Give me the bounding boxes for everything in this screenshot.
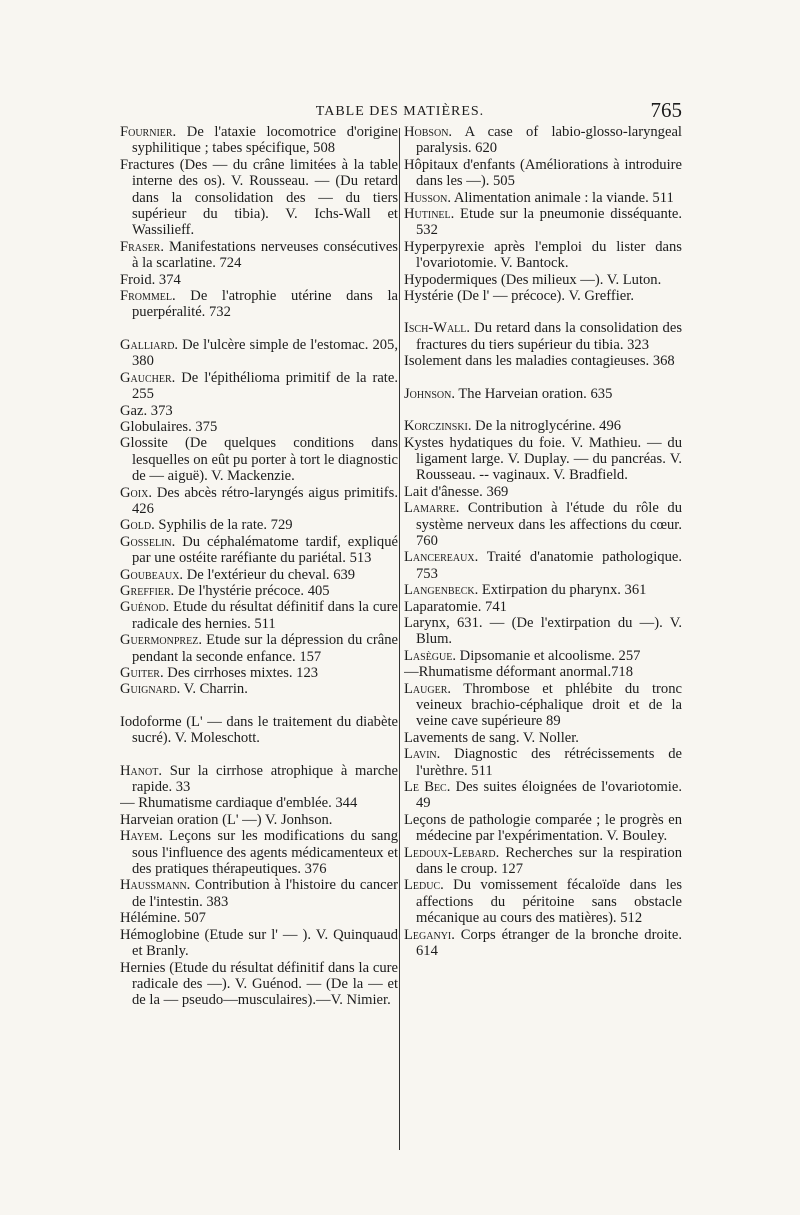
index-entry <box>404 190 682 206</box>
index-entry <box>120 927 398 960</box>
entry-text: A case of labio-glosso-laryngeal paralysis. 620 <box>416 124 682 157</box>
entry-text: Froid. 374 <box>120 271 181 288</box>
index-entry <box>120 485 398 518</box>
entry-text: Hystérie (De l' — précoce). V. Greffier. <box>404 288 634 305</box>
index-entry <box>404 239 682 272</box>
entry-author: Fournier. <box>120 124 177 140</box>
index-entry <box>404 779 682 812</box>
index-entry <box>120 239 398 272</box>
index-entry <box>120 534 398 567</box>
entry-text: Etude du résultat définitif dans la cure radicale des hernies. 511 <box>132 599 398 632</box>
index-entry <box>120 370 398 403</box>
entry-author: Lamarre. <box>404 500 460 517</box>
entry-author: Leganyi. <box>404 926 455 943</box>
entry-text: Du céphalématome tardif, expliqué par une ostéite raréfiante du pariétal. 513 <box>132 533 398 567</box>
entry-text: Recherches sur la respiration dans le croup. 127 <box>416 844 682 878</box>
index-entry <box>404 353 682 369</box>
index-entry <box>404 615 682 648</box>
index-entry <box>120 632 398 665</box>
entry-text: De l'ulcère simple de l'estomac. 205, 380 <box>132 336 398 370</box>
entry-text: Hélémine. 507 <box>120 910 206 927</box>
entry-author: Lancereaux. <box>404 549 479 566</box>
entry-text: —Rhumatisme déformant anormal.718 <box>404 664 633 681</box>
index-entry <box>404 206 682 239</box>
right-column <box>404 124 682 1154</box>
index-entry <box>404 500 682 549</box>
running-title: TABLE DES MATIÈRES. <box>315 104 485 119</box>
entry-text: De l'hystérie précoce. 405 <box>174 582 330 599</box>
entry-text: Traité d'anatomie pathologique. 753 <box>416 549 682 582</box>
index-entry <box>120 567 398 583</box>
column-divider <box>399 128 400 1150</box>
entry-author: Husson. <box>404 189 451 206</box>
index-entry <box>120 435 398 484</box>
entry-author: Langenbeck. <box>404 582 479 599</box>
index-entry <box>404 746 682 779</box>
entry-author: Gaucher. <box>120 369 176 386</box>
index-entry <box>404 812 682 845</box>
entry-text: Fractures (Des — du crâne limitées à la table interne des os). V. Rousseau. — (Du retard dans la consolidation des — du tiers supérieur du tibia). V. Ichs-Wall et Wassilieff. <box>120 156 398 239</box>
entry-text: Kystes hydatiques du foie. V. Mathieu. — du ligament large. V. Duplay. — du pancréas. V. Rousseau. -- vaginaux. V. Bradfield. <box>404 434 682 484</box>
index-entry <box>404 845 682 878</box>
entry-author: Gosselin. <box>120 533 176 550</box>
entry-text: Hémoglobine (Etude sur l' — ). V. Quinquaud et Branly. <box>120 926 398 960</box>
entry-author: Haussmann. <box>120 877 191 894</box>
entry-text: Hernies (Etude du résultat définitif dans la cure radicale des —). V. Guénod. — (De la — et de la — pseudo—musculaires).—V. Nimier. <box>120 959 398 1009</box>
entry-author: Fraser. <box>120 238 164 255</box>
entry-text: Etude sur la pneumonie disséquante. 532 <box>416 206 682 239</box>
entry-text: Diagnostic des rétrécissements de l'urèthre. 511 <box>416 746 682 779</box>
entry-author: Galliard. <box>120 336 179 353</box>
index-entry <box>404 730 682 746</box>
entry-author: Hayem. <box>120 828 163 845</box>
entry-author: Korczinski. <box>404 418 472 435</box>
index-entry <box>404 386 682 402</box>
index-entry <box>120 714 398 747</box>
entry-text: Etude sur la dépression du crâne pendant la seconde enfance. 157 <box>132 632 398 665</box>
entry-author: Lauger. <box>404 680 452 697</box>
index-entry <box>120 124 398 157</box>
entry-text: — Rhumatisme cardiaque d'emblée. 344 <box>120 795 358 812</box>
entry-text: Isolement dans les maladies contagieuses. 368 <box>404 353 675 370</box>
entry-text: De l'extérieur du cheval. 639 <box>183 566 356 583</box>
entry-author: Leduc. <box>404 877 444 894</box>
entry-text: Syphilis de la rate. 729 <box>154 517 293 534</box>
entry-author: Hanot. <box>120 762 162 779</box>
entry-text: Manifestations nerveuses consécutives à la scarlatine. 724 <box>132 238 398 272</box>
entry-text: Contribution à l'étude du rôle du système nerveux dans les affections du cœur. 760 <box>416 500 682 549</box>
entry-text: Du vomissement fécaloïde dans les affections du péritoine sans obstacle mécanique au cours des matières). 512 <box>416 877 682 927</box>
entry-author: Frommel. <box>120 288 176 305</box>
entry-author: Hobson. <box>404 124 453 140</box>
entry-text: Lait d'ânesse. 369 <box>404 483 509 500</box>
entry-text: Hypodermiques (Des milieux —). V. Luton. <box>404 271 662 288</box>
entry-text: Gaz. 373 <box>120 402 173 419</box>
entry-text: Laparatomie. 741 <box>404 598 507 615</box>
index-entry <box>120 681 398 697</box>
entry-author: Guénod. <box>120 599 170 616</box>
entry-text: Des abcès rétro-laryngés aigus primitifs. 426 <box>132 484 398 517</box>
entry-author: Johnson. <box>404 385 455 402</box>
entry-text: De l'atrophie utérine dans la puerpéralité. 732 <box>132 288 398 321</box>
entry-text: Thrombose et phlébite du tronc veineux brachio-céphalique droit et de la veine cave supérieure 89 <box>416 680 682 730</box>
entry-author: Ledoux-Lebard. <box>404 844 500 861</box>
entry-author: Greffier. <box>120 582 175 599</box>
entry-text: Du retard dans la consolidation des fractures du tiers supérieur du tibia. 323 <box>416 320 682 353</box>
index-entry <box>120 288 398 321</box>
entry-text: Lavements de sang. V. Noller. <box>404 729 579 746</box>
entry-author: Gold. <box>120 517 155 534</box>
entry-text: De l'ataxie locomotrice d'origine syphilitique ; tabes spécifique, 508 <box>132 124 398 157</box>
entry-author: Lavin. <box>404 746 441 763</box>
index-entry <box>404 124 682 157</box>
index-entry <box>120 795 398 811</box>
index-entry <box>120 828 398 877</box>
index-entry <box>120 877 398 910</box>
entry-text: Iodoforme (L' — dans le traitement du diabète sucré). V. Moleschott. <box>120 713 398 747</box>
entry-text: Des cirrhoses mixtes. 123 <box>163 665 319 681</box>
index-entry <box>120 763 398 796</box>
index-entry <box>404 157 682 190</box>
index-entry <box>404 877 682 926</box>
entry-author: Goix. <box>120 484 152 501</box>
entry-author: Guignard. <box>120 681 181 698</box>
entry-text: Glossite (De quelques conditions dans lesquelles on eût pu porter à tort le diagnostic de — aiguë). V. Mackenzie. <box>120 435 398 485</box>
index-entry <box>404 681 682 730</box>
index-entry <box>404 927 682 960</box>
index-entry <box>404 549 682 582</box>
entry-author: Le Bec. <box>404 779 451 796</box>
index-entry <box>120 812 398 828</box>
entry-text: Hôpitaux d'enfants (Améliorations à introduire dans les —). 505 <box>404 156 682 190</box>
entry-author: Isch-Wall. <box>404 320 471 337</box>
index-entry <box>120 157 398 239</box>
index-entry <box>404 288 682 304</box>
entry-author: Guermonprez. <box>120 632 202 649</box>
index-entry <box>120 960 398 1009</box>
index-entry <box>404 599 682 615</box>
index-entry <box>404 320 682 353</box>
entry-text: V. Charrin. <box>180 681 248 698</box>
entry-text: De l'épithélioma primitif de la rate. 255 <box>132 369 398 403</box>
entry-author: Guiter. <box>120 665 164 681</box>
index-entry <box>404 435 682 484</box>
index-entry <box>120 583 398 599</box>
index-entry <box>404 484 682 500</box>
index-entry <box>404 582 682 598</box>
entry-author: Goubeaux. <box>120 566 184 583</box>
entry-text: Sur la cirrhose atrophique à marche rapide. 33 <box>132 762 398 796</box>
entry-text: Des suites éloignées de l'ovariotomie. 49 <box>416 779 682 812</box>
index-columns <box>120 124 682 1154</box>
entry-author: Hutinel. <box>404 206 455 223</box>
entry-text: Alimentation animale : la viande. 511 <box>450 189 674 206</box>
index-entry <box>120 272 398 288</box>
entry-author: Lasègue. <box>404 647 457 664</box>
index-entry <box>120 403 398 419</box>
index-entry <box>120 337 398 370</box>
index-entry <box>120 517 398 533</box>
index-entry <box>404 648 682 664</box>
entry-text: Harveian oration (L' —) V. Jonhson. <box>120 811 333 828</box>
page-number: 765 <box>650 98 682 122</box>
left-column <box>120 124 398 1154</box>
entry-text: Contribution à l'histoire du cancer de l'intestin. 383 <box>132 877 398 910</box>
index-entry <box>404 418 682 434</box>
index-entry <box>120 910 398 926</box>
entry-text: The Harveian oration. 635 <box>455 385 613 402</box>
entry-text: Globulaires. 375 <box>120 418 218 435</box>
index-entry <box>120 599 398 632</box>
index-entry <box>120 419 398 435</box>
entry-text: Hyperpyrexie après l'emploi du lister dans l'ovariotomie. V. Bantock. <box>404 238 682 272</box>
entry-text: Leçons de pathologie comparée ; le progrès en médecine par l'expérimentation. V. Bouley. <box>404 811 682 845</box>
entry-text: Dipsomanie et alcoolisme. 257 <box>456 647 641 664</box>
entry-text: Corps étranger de la bronche droite. 614 <box>416 926 682 960</box>
index-entry <box>404 664 682 680</box>
entry-text: Extirpation du pharynx. 361 <box>478 582 647 599</box>
index-entry <box>120 665 398 681</box>
entry-text: Leçons sur les modifications du sang sous l'influence des agents médicamenteux et des pratiques thérapeutiques. 376 <box>132 828 398 878</box>
entry-text: De la nitroglycérine. 496 <box>471 418 622 435</box>
index-entry <box>404 272 682 288</box>
entry-text: Larynx, 631. — (De l'extirpation du —). V. Blum. <box>404 614 682 648</box>
